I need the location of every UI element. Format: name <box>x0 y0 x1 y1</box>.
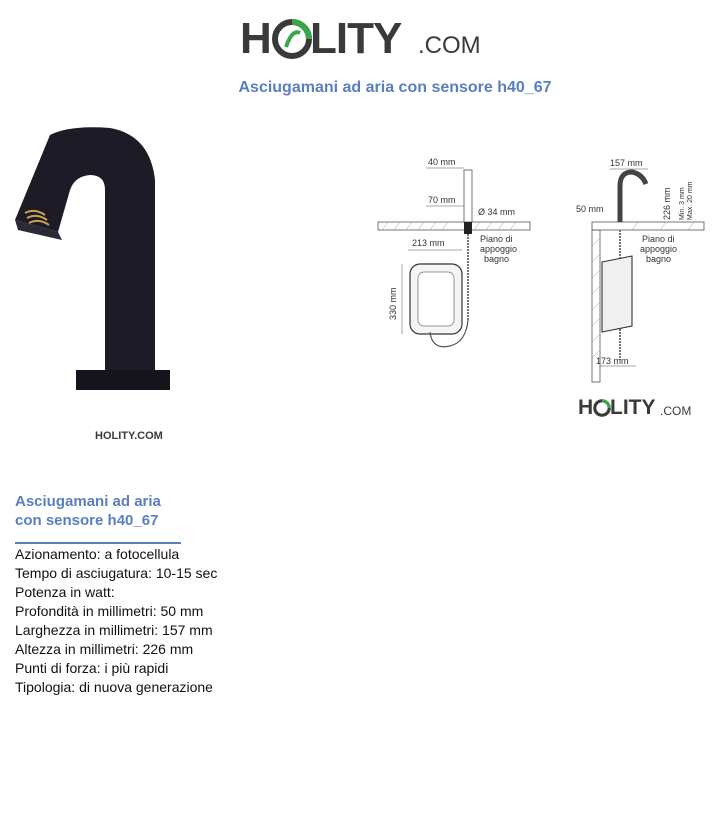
logo-domain: .COM <box>418 32 481 59</box>
spec-item: Altezza in millimetri: 226 mm <box>15 641 194 657</box>
diagram-logo <box>578 396 708 422</box>
label-right-line2: appoggio <box>640 244 678 254</box>
spec-list <box>15 545 217 697</box>
description-title-line2: con sensore h40_67 <box>15 512 159 529</box>
label-left-line1: Piano di <box>480 234 513 244</box>
spec-item: Tempo di asciugatura: 10-15 sec <box>15 565 218 581</box>
product-watermark: HOLITY.COM <box>95 430 163 442</box>
spec-item: Profondità in millimetri: 50 mm <box>15 603 204 619</box>
spec-item: Punti di forza: i più rapidi <box>15 660 169 676</box>
diagram-logo-letter-h: H <box>578 396 594 419</box>
dim-right-side: 50 mm <box>576 204 604 214</box>
label-right-line1: Piano di <box>642 234 675 244</box>
dim-left-top: 40 mm <box>428 157 456 167</box>
spec-item: Azionamento: a fotocellula <box>15 546 180 562</box>
dim-right-top: 157 mm <box>610 158 643 168</box>
page-title: Asciugamani ad aria con sensore h40_67 <box>238 79 552 96</box>
logo-letters: LITY <box>310 14 402 63</box>
spec-item: Tipologia: di nuova generazione <box>15 679 213 695</box>
spec-item: Potenza in watt: <box>15 584 115 600</box>
spec-item: Larghezza in millimetri: 157 mm <box>15 622 213 638</box>
dim-right-height: 226 mm <box>662 187 672 220</box>
label-left-line3: bagno <box>484 254 510 264</box>
product-image <box>10 120 180 400</box>
diagram-logo-letters: LITY <box>610 396 656 419</box>
dim-right-bottom: 173 mm <box>596 356 629 366</box>
dim-right-max: Max. 20 mm <box>687 181 694 220</box>
diagram-logo-domain: .COM <box>660 404 692 418</box>
dim-left-diameter: Ø 34 mm <box>478 207 516 217</box>
dim-right-min: Min. 3 mm <box>679 187 686 220</box>
label-right-line3: bagno <box>646 254 672 264</box>
logo-swirl-icon <box>272 19 312 59</box>
description-title-line1: Asciugamani ad aria <box>15 493 161 510</box>
label-left-line2: appoggio <box>480 244 518 254</box>
dim-left-inner: 70 mm <box>428 195 456 205</box>
description-title <box>15 492 215 530</box>
brand-logo[interactable] <box>240 14 490 64</box>
title-divider <box>15 542 181 544</box>
dim-left-width: 213 mm <box>412 238 445 248</box>
dim-left-height: 330 mm <box>388 287 398 320</box>
diagram-logo-swirl-icon <box>593 399 611 417</box>
logo-letter-h: H <box>240 14 271 63</box>
technical-diagram <box>370 150 715 390</box>
